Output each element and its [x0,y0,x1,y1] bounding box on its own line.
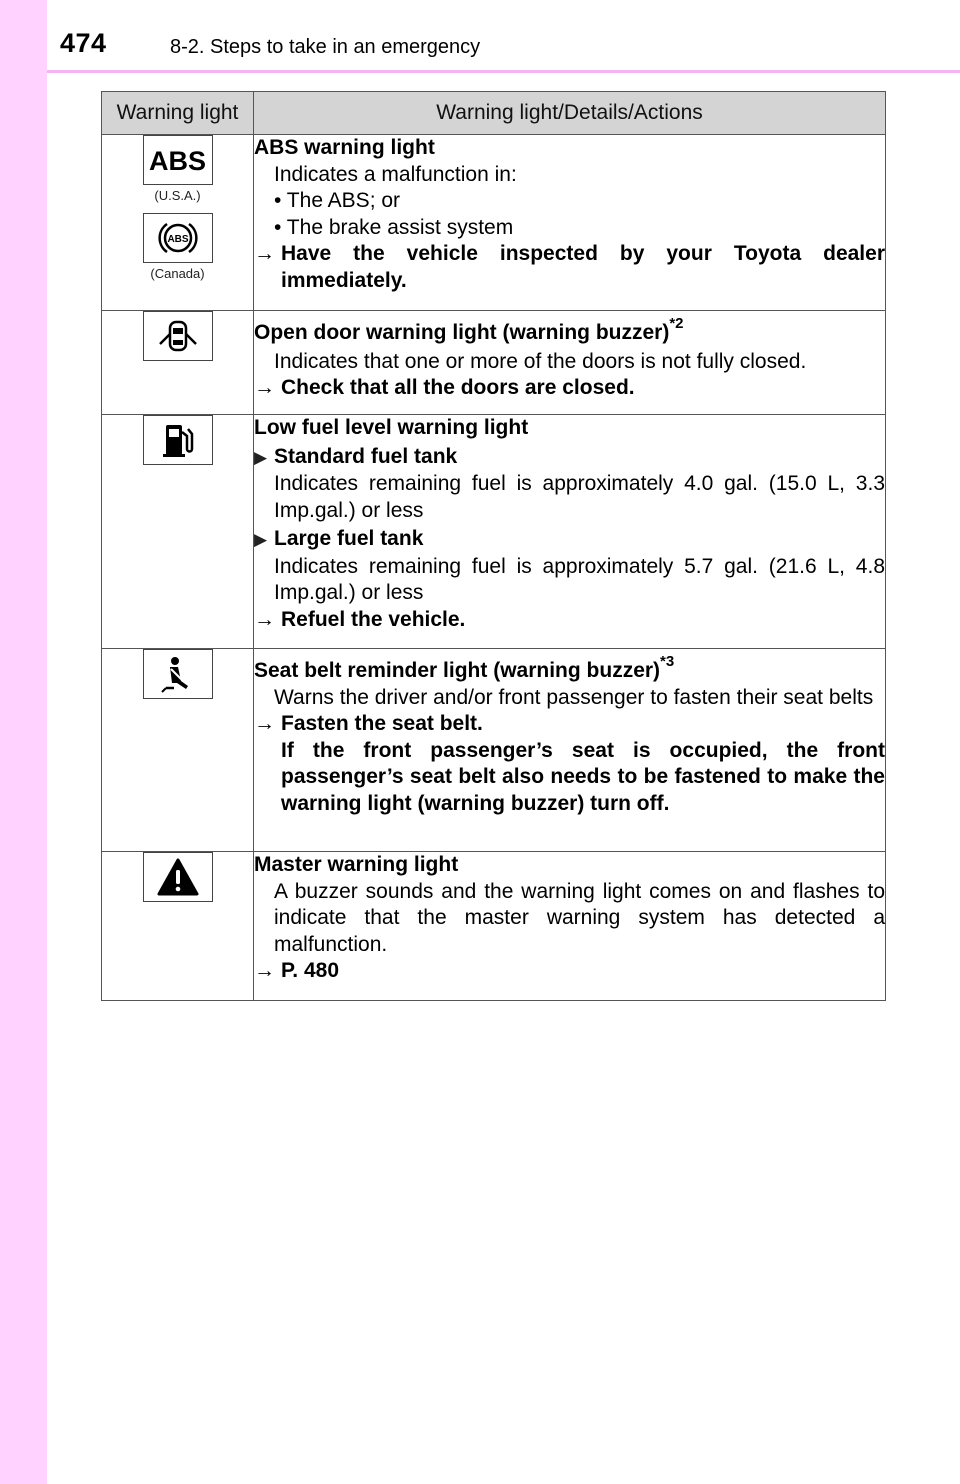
table-row-door [102,311,886,415]
icon-cell-seatbelt [102,649,254,852]
detail-seatbelt [254,649,886,852]
header-rule [47,70,960,73]
arrow-icon: → [254,712,275,735]
detail-abs [254,135,886,311]
fuel-pump-icon [143,415,213,465]
master-action-text[interactable]: P. 480 [281,959,340,982]
column-header-warning-light: Warning light [102,92,254,135]
detail-fuel [254,415,886,649]
door-footnote: *2 [669,315,684,332]
seatbelt-action-detail: If the front passenger’s seat is occupied, the front passenger’s seat belt also needs to be fastened to make the warning light (warning buzzer) turn off. [281,738,885,815]
arrow-icon: → [254,607,275,631]
icon-cell-master [102,852,254,1001]
door-title-text: Open door warning light (warning buzzer) [254,321,670,344]
page-number: 474 [60,28,107,58]
arrow-icon: → [254,242,275,265]
detail-master [254,852,886,1001]
table-row-seatbelt [102,649,886,852]
abs-icon-label: ABS [148,146,206,176]
abs-action-text: Have the vehicle inspected by your Toyota dealer immediately. [281,242,885,292]
fuel-sub2-text: Large fuel tank [274,527,424,550]
door-line1: Indicates that one or more of the doors is not fully closed. [274,349,807,373]
table-header-row [102,92,886,135]
column-header-details: Warning light/Details/Actions [254,92,886,135]
master-action [254,958,885,985]
fuel-line2: Indicates remaining fuel is approximately 5.7 gal. (21.6 L, 4.8 Imp.gal.) or less [274,554,885,604]
abs-title: ABS warning light [254,136,435,159]
fuel-sub1-text: Standard fuel tank [274,444,458,468]
arrow-icon: → [254,376,275,399]
seatbelt-title [254,653,885,685]
seatbelt-action-text: Fasten the seat belt. [281,712,483,735]
icon-cell-fuel [102,415,254,649]
abs-icon [143,135,213,185]
seatbelt-title-text: Seat belt reminder light (warning buzzer) [254,659,661,682]
fuel-title: Low fuel level warning light [254,416,529,439]
fuel-line1: Indicates remaining fuel is approximately 4.0 gal. (15.0 L, 3.3 Imp.gal.) or less [274,472,885,522]
table-row-fuel [102,415,886,649]
seatbelt-line1: Warns the driver and/or front passenger to fasten their seat belts [274,685,874,709]
abs-line1: Indicates a malfunction in: [274,162,517,186]
icon-cell-abs [102,135,254,311]
master-line1: A buzzer sounds and the warning light comes on and flashes to indicate that the master warning system has detected a malfunction. [274,879,885,956]
table-row-master [102,852,886,1001]
door-action-text: Check that all the doors are closed. [281,376,635,399]
master-title: Master warning light [254,853,459,876]
fuel-sub1 [254,444,885,472]
section-title: 8-2. Steps to take in an emergency [170,36,481,58]
fuel-sub2 [254,526,885,554]
fuel-action-text: Refuel the vehicle. [281,607,466,631]
detail-door [254,311,886,415]
abs-bullet2: • The brake assist system [274,215,514,239]
abs-circle-icon-label: ABS [166,234,189,245]
arrow-icon: → [254,959,275,982]
caption-canada: (Canada) [150,266,205,281]
side-tab-band [0,0,47,1484]
fuel-action [254,607,885,634]
open-door-icon [143,311,213,361]
seatbelt-footnote: *3 [660,653,675,670]
caption-usa: (U.S.A.) [154,188,201,203]
seatbelt-action [254,711,885,738]
triangle-bullet-icon: ▶ [254,447,268,467]
door-action [254,375,885,402]
warning-light-table [101,91,886,1001]
seatbelt-icon [143,649,213,699]
abs-circle-icon [143,213,213,263]
abs-bullet1: • The ABS; or [274,189,401,212]
master-warning-icon [143,852,213,902]
icon-cell-door [102,311,254,415]
abs-action [254,241,885,294]
door-title [254,315,885,347]
table-row-abs [102,135,886,311]
triangle-bullet-icon: ▶ [254,530,268,549]
